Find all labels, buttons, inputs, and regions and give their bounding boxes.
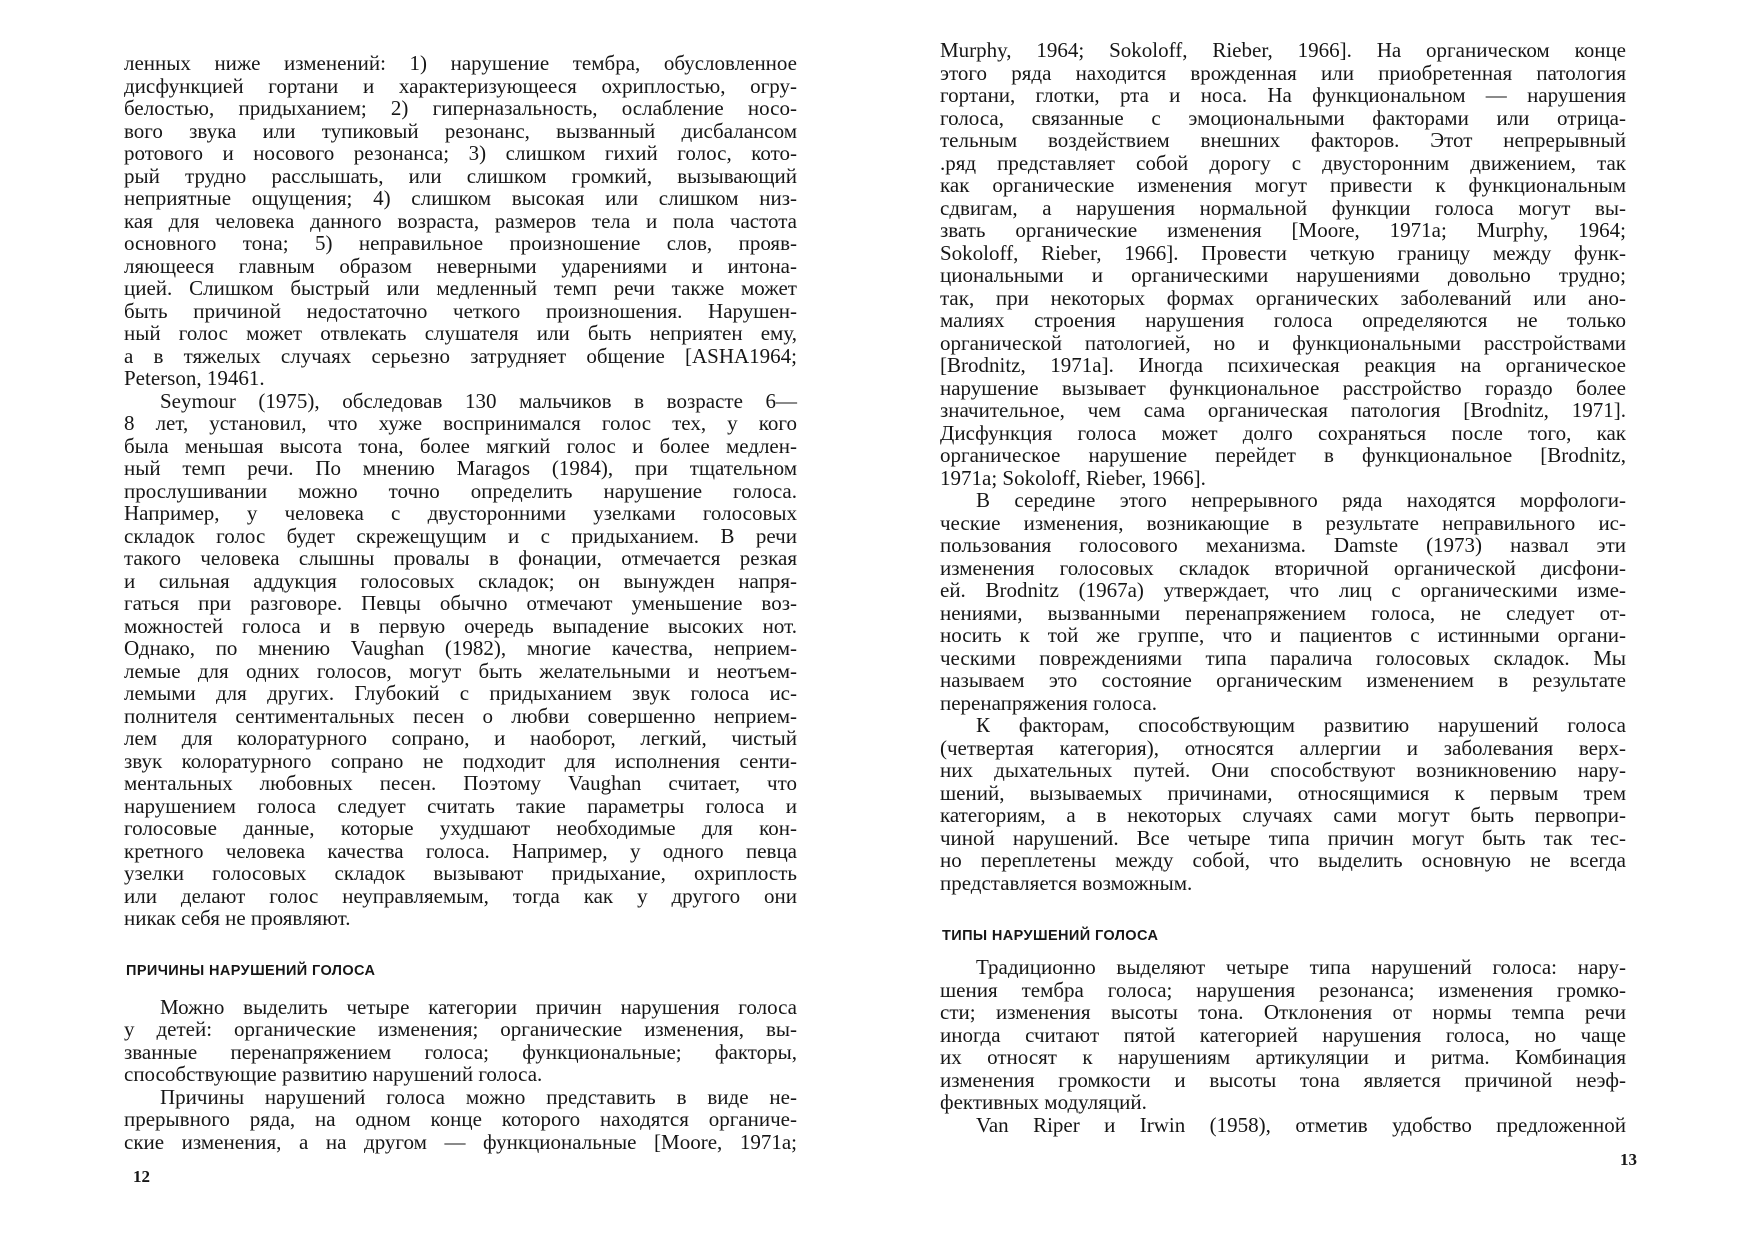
text-line: Однако, по мнению Vaughan (1982), многие качества, неприем- [124,636,797,660]
text-line: значительное, чем сама органическая патология [Brodnitz, 1971]. [940,398,1626,422]
text-line: носить к той же группе, что и пациентов с истинными органи- [940,623,1626,647]
text-line: Можно выделить четыре категории причин нарушения голоса [160,994,797,1019]
text-line: ротового и носового резонанса; 3) слишком гихий голос, кото- [124,141,797,165]
text-line: прерывного ряда, на одном конце которого находятся органиче- [124,1107,797,1131]
text-line: кая для человека данного возраста, размеров тела и пола частота [124,208,797,233]
text-line: гаться при разговоре. Певцы обычно отмечают уменьшение воз- [124,591,797,615]
paragraph [124,390,797,930]
text-line: перенапряжения голоса. [940,690,1157,715]
text-line: звать органические изменения [Moore, 1971a; Murphy, 1964; [940,218,1626,242]
text-line: тельным воздействием внешних факторов. Этот непрерывный [940,128,1626,152]
text-line: ный голос может отвлекать слушателя или быть неприятен ему, [124,321,797,345]
text-line: лем для колоратурного сопрано, и наоборот, легкий, чистый [124,726,797,750]
text-line: рый трудно расслышать, или слишком громкий, вызывающий [124,163,797,188]
text-line: лемыми для других. Глубокий с придыханием звук голоса ис- [124,681,797,705]
text-line: и сильная аддукция голосовых складок; он вынужден напря- [124,568,797,593]
text-line: нарушением голоса следует считать такие параметры голоса и [124,793,797,818]
text-line: них дыхательных путей. Они способствуют возникновению нару- [940,758,1626,782]
text-line: звук колоратурного сопрано не подходит для исполнения сенти- [124,748,797,773]
page-number-left: 12 [133,1167,150,1186]
text-line: К факторам, способствующим развитию нарушений голоса [976,713,1626,737]
paragraph [124,1086,797,1154]
text-line: кретного человека качества голоса. Например, у одного певца [124,838,797,863]
text-line: 1971a; Sokoloff, Rieber, 1966]. [940,465,1206,490]
section-heading: ПРИЧИНЫ НАРУШЕНИЙ ГОЛОСА [126,962,376,979]
text-line: голосовые данные, которые ухудшают необходимые для кон- [124,816,797,840]
text-line: у детей: органические изменения; органические изменения, вы- [124,1017,797,1041]
text-line: ские изменения, а на другом — функциональные [Moore, 1971a; [124,1129,797,1154]
text-line: вого звука или тупиковый резонанс, вызванный дисбалансом [124,118,797,143]
text-line: основного тона; 5) неправильное произношение слов, прояв- [124,231,797,255]
text-line: ей. Brodnitz (1967a) утверждает, что лиц с органическими изме- [940,578,1626,602]
text-line: гортани, глотки, рта и носа. На функциональном — нарушения [940,83,1626,107]
text-line: званные перенапряжением голоса; функциональные; факторы, [124,1039,797,1064]
text-line: голоса, связанные с эмоциональными факторами или отрица- [940,105,1626,130]
text-line: неприятные ощущения; 4) слишком высокая или слишком низ- [124,186,797,210]
text-line: изменения голосовых складок вторичной органической дисфони- [940,555,1626,580]
text-line: складок голос будет скрежещущим и с придыханием. В речи [124,523,797,548]
text-line: Традиционно выделяют четыре типа нарушений голоса: нару- [976,955,1626,979]
paragraph [940,489,1626,714]
paragraph [940,1114,1626,1137]
text-line: или делают голос неуправляемым, тогда как у другого они [124,883,797,908]
text-line: Murphy, 1964; Sokoloff, Rieber, 1966]. На органическом конце [940,38,1626,62]
page-number-right: 13 [1620,1150,1637,1169]
text-line: (четвертая категория), относятся аллергии и заболевания верх- [940,735,1626,760]
text-line: лемые для одних голосов, могут быть желательными и неотъем- [124,658,797,683]
text-line: ный темп речи. По мнению Maragos (1984), при тщательном [124,456,797,480]
text-line: иногда считают пятой категорией нарушения голоса, но чаще [940,1022,1626,1047]
text-line: ческими повреждениями типа паралича голосовых складок. Мы [940,645,1626,670]
text-line: способствующие развитию нарушений голоса. [124,1062,543,1086]
text-line: такого человека слышны провалы в фонации, отмечается резкая [124,546,797,570]
text-line: Van Riper и Irwin (1958), отметив удобство предложенной [976,1112,1626,1137]
text-line: Seymour (1975), обследовав 130 мальчиков в возрасте 6— [160,388,797,413]
text-line: сти; изменения высоты тона. Отклонения от нормы темпа речи [940,1000,1626,1024]
text-line: никак себя не проявляют. [124,906,351,930]
text-line: белостью, придыханием; 2) гиперназальность, ослабление носо- [124,96,797,120]
text-line: называем это состояние органическим изменением в результате [940,668,1626,692]
text-line: ческие изменения, возникающие в результате неправильного ис- [940,510,1626,535]
text-line: малиях строения нарушения голоса определяются не только [940,308,1626,332]
text-line: цией. Слишком быстрый или медленный темп речи также может [124,276,797,300]
text-line: циональными и органическими нарушениями довольно трудно; [940,263,1626,287]
right-page [940,39,1626,1136]
text-line: была меньшая высота тона, более мягкий голос и более медлен- [124,433,797,458]
text-line: Дисфункция голоса может долго сохраняться после того, как [940,420,1626,445]
text-line: Например, у человека с двусторонними узелками голосовых [124,501,797,525]
text-line: шений, вызываемых причинами, относящимися к первым трем [940,780,1626,805]
text-line: можностей голоса и в первую очередь выпадение высоких нот. [124,613,797,638]
text-line: Причины нарушений голоса можно представить в виде не- [160,1084,797,1109]
text-line: полнителя сентиментальных песен о любви совершенно неприем- [124,703,797,728]
paragraph [124,52,797,390]
text-line: ментальных любовных песен. Поэтому Vaughan считает, что [124,771,797,795]
text-line: сдвигам, а нарушения нормальной функции голоса могут вы- [940,195,1626,220]
text-line: их относят к нарушениям артикуляции и ритма. Комбинация [940,1045,1626,1069]
section-heading: ТИПЫ НАРУШЕНИЙ ГОЛОСА [942,928,1159,944]
left-page [124,52,797,1153]
text-line: представляется возможным. [940,870,1193,895]
text-line: быть причиной недостаточно четкого произношения. Нарушен- [124,298,797,323]
text-line: [Brodnitz, 1971a]. Иногда психическая реакция на органическое [940,353,1626,377]
text-line: .ряд представляет собой дорогу с двусторонним движением, так [940,150,1626,175]
text-line: ленных ниже изменений: 1) нарушение тембра, обусловленное [124,51,797,75]
paragraph [124,996,797,1086]
text-line: как органические изменения могут привести к функциональным [940,173,1626,197]
paragraph [940,714,1626,894]
paragraph [940,956,1626,1114]
text-line: чиной нарушений. Все четыре типа причин могут быть так тес- [940,825,1626,850]
text-line: органическое нарушение перейдет в функциональное [Brodnitz, [940,443,1626,467]
text-line: прослушивании можно точно определить нарушение голоса. [124,478,797,503]
text-line: 8 лет, установил, что хуже воспринимался голос тех, у кого [124,411,797,435]
text-line: нениями, вызванными перенапряжением голоса, не следует от- [940,600,1626,625]
text-line: узелки голосовых складок вызывают придыхание, охриплость [124,861,797,885]
text-line: Sokoloff, Rieber, 1966]. Провести четкую границу между функ- [940,240,1626,265]
text-line: изменения громкости и высоты тона является причиной неэф- [940,1067,1626,1092]
text-line: фективных модуляций. [940,1090,1147,1114]
paragraph [940,39,1626,489]
text-line: так, при некоторых формах органических заболеваний или ано- [940,285,1626,310]
text-line: шения тембра голоса; нарушения резонанса; изменения громко- [940,977,1626,1002]
text-line: а в тяжелых случаях серьезно затрудняет общение [ASHA1964; [124,343,797,368]
text-line: органической патологией, но и функциональными расстройствами [940,330,1626,355]
text-line: категориям, а в некоторых случаях сами могут быть первопри- [940,803,1626,827]
text-line: этого ряда находится врожденная или приобретенная патология [940,60,1626,85]
text-line: но переплетены между собой, что выделить основную не всегда [940,848,1626,872]
text-line: ляющееся главным образом неверными ударениями и интона- [124,253,797,278]
text-line: дисфункцией гортани и характеризующееся охриплостью, огру- [124,73,797,98]
text-line: нарушение вызывает функциональное расстройство гораздо более [940,375,1626,400]
text-line: пользования голосового механизма. Damste (1973) назвал эти [940,533,1626,557]
text-line: Peterson, 19461. [124,366,265,390]
text-line: В середине этого непрерывного ряда находятся морфологи- [976,488,1626,512]
